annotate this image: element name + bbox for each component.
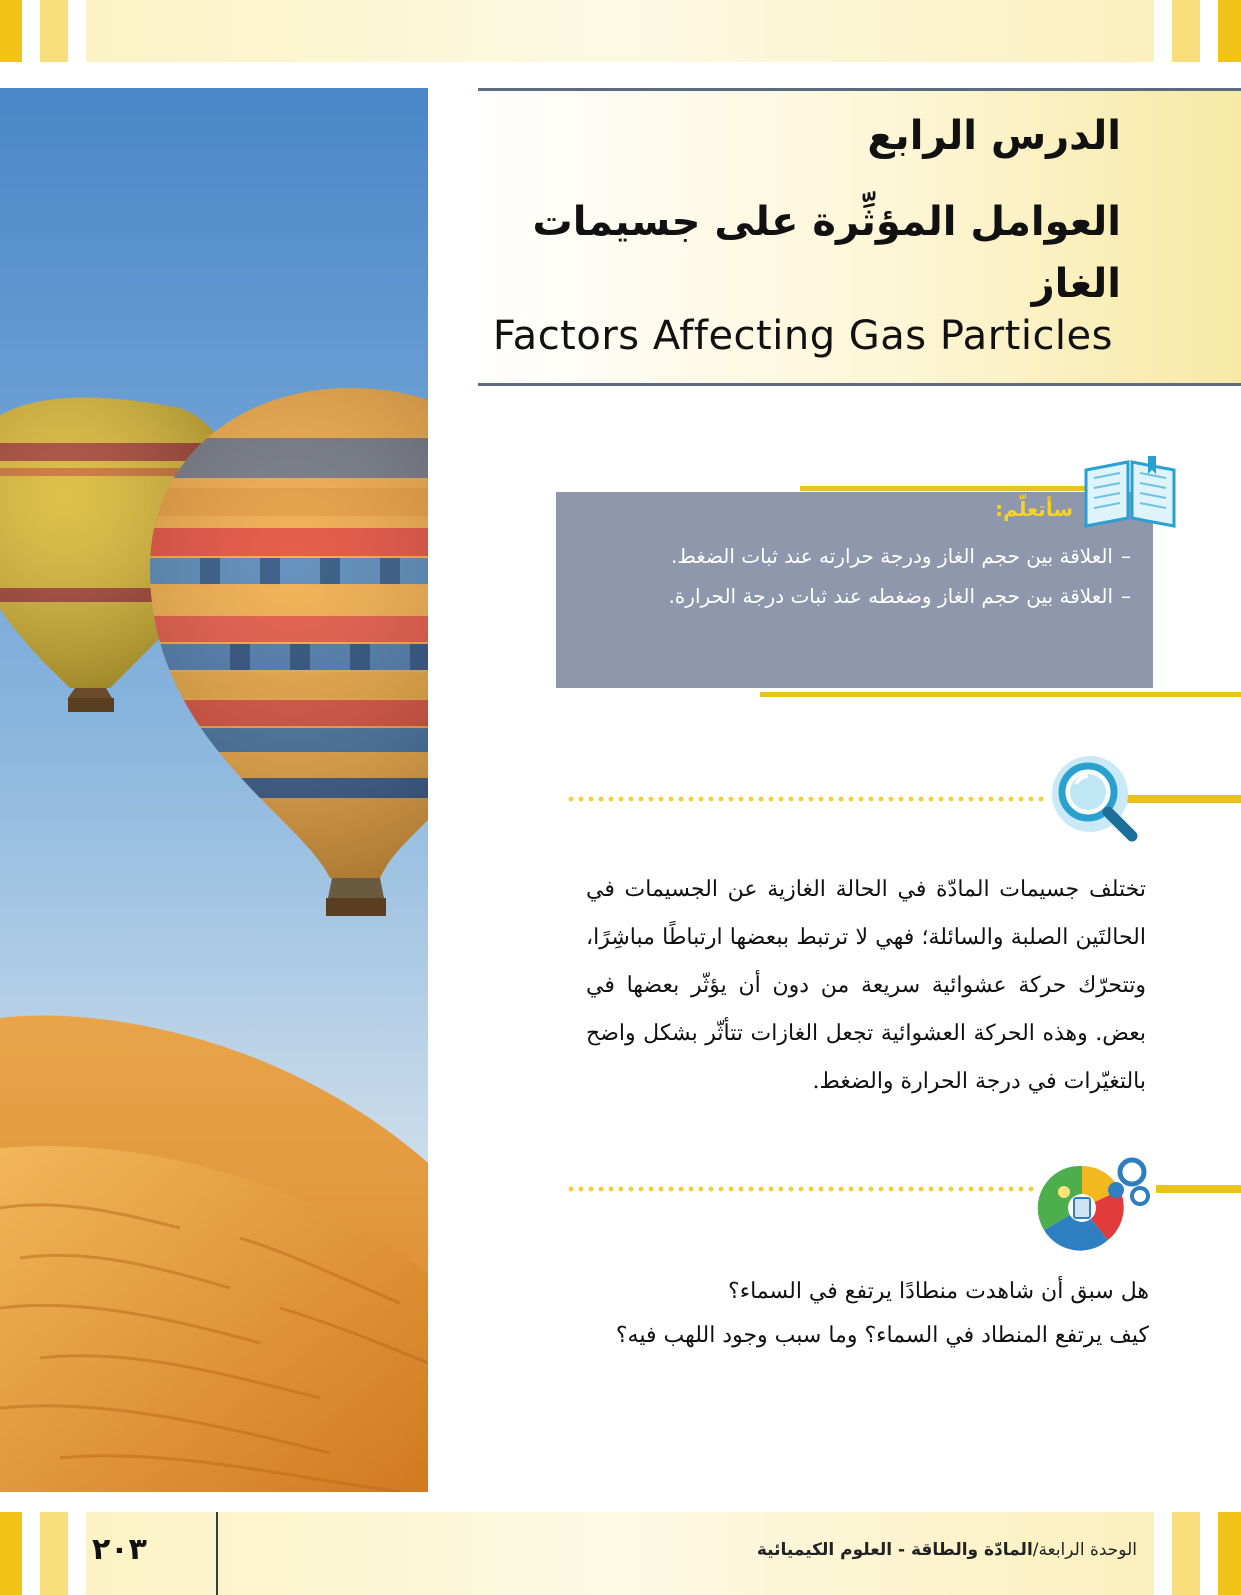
open-book-icon bbox=[1080, 456, 1180, 528]
objective-item bbox=[611, 580, 1131, 612]
list-dash: – bbox=[1121, 584, 1131, 608]
footer-unit: الوحدة الرابعة/ bbox=[1032, 1540, 1137, 1560]
question-line: هل سبق أن شاهدت منطادًا يرتفع في السماء؟ bbox=[728, 1279, 1149, 1304]
skills-wheel-icon bbox=[1034, 1148, 1156, 1258]
objective-item bbox=[611, 540, 1131, 572]
band-stripe bbox=[1218, 0, 1241, 62]
objectives-heading: سأتعلّم: bbox=[995, 497, 1073, 521]
lesson-title-english: Factors Affecting Gas Particles bbox=[492, 313, 1113, 359]
band-stripe bbox=[1172, 0, 1200, 62]
footer-unit-title: المادّة والطاقة - العلوم الكيميائية bbox=[756, 1540, 1033, 1560]
band-stripe bbox=[22, 0, 40, 62]
band-stripe bbox=[0, 1512, 22, 1595]
page-footer bbox=[0, 1512, 1241, 1595]
intro-paragraph: تختلف جسيمات المادّة في الحالة الغازية عن الجسيمات في الحالتَين الصلبة والسائلة؛ فهي لا ترتبط ببعضها ارتباطًا مباشِرًا، وتتحرّك حركة عشوائية سريعة من دون أن يؤثّر بعضها في بعض. وهذه الحركة العشوائية تجعل الغازات تتأثّر بشكل واضح بالتغيّرات في درجة الحرارة والضغط. bbox=[586, 877, 1146, 1094]
band-stripe bbox=[1200, 0, 1218, 62]
balloon-desert-photo bbox=[0, 88, 428, 1492]
band-stripe bbox=[68, 1512, 86, 1595]
objectives-list bbox=[611, 540, 1131, 620]
band-stripe bbox=[1200, 1512, 1218, 1595]
band-stripe bbox=[40, 0, 68, 62]
objective-text: العلاقة بين حجم الغاز وضغطه عند ثبات درجة الحرارة. bbox=[668, 584, 1113, 608]
band-stripe bbox=[22, 1512, 40, 1595]
band-stripe bbox=[1218, 1512, 1241, 1595]
footer-unit-label bbox=[757, 1540, 1137, 1560]
band-stripe bbox=[40, 1512, 68, 1595]
footer-separator bbox=[216, 1512, 218, 1595]
top-decorative-band bbox=[0, 0, 1241, 62]
page-number: ٢٠٣ bbox=[92, 1532, 147, 1567]
dotted-rule bbox=[566, 1186, 1036, 1192]
question-line: كيف يرتفع المنطاد في السماء؟ وما سبب وجود اللهب فيه؟ bbox=[615, 1323, 1149, 1348]
objectives-accent-line-bottom bbox=[760, 692, 1241, 697]
dotted-rule bbox=[566, 796, 1046, 802]
objectives-accent-line-top bbox=[800, 486, 1100, 491]
list-dash: – bbox=[1121, 544, 1131, 568]
band-stripe bbox=[1172, 1512, 1200, 1595]
lesson-title-block bbox=[478, 88, 1241, 386]
band-stripe bbox=[1154, 0, 1172, 62]
magnifier-icon bbox=[1048, 752, 1144, 848]
band-stripe bbox=[0, 0, 22, 62]
band-stripe bbox=[1154, 1512, 1172, 1595]
solid-rule bbox=[1156, 1185, 1241, 1193]
band-main bbox=[86, 0, 1154, 62]
lesson-number: الدرس الرابع bbox=[867, 113, 1121, 159]
objective-text: العلاقة بين حجم الغاز ودرجة حرارته عند ثبات الضغط. bbox=[670, 544, 1113, 568]
lesson-title-arabic: العوامل المؤثِّرة على جسيمات الغاز bbox=[532, 199, 1121, 307]
band-stripe bbox=[68, 0, 86, 62]
